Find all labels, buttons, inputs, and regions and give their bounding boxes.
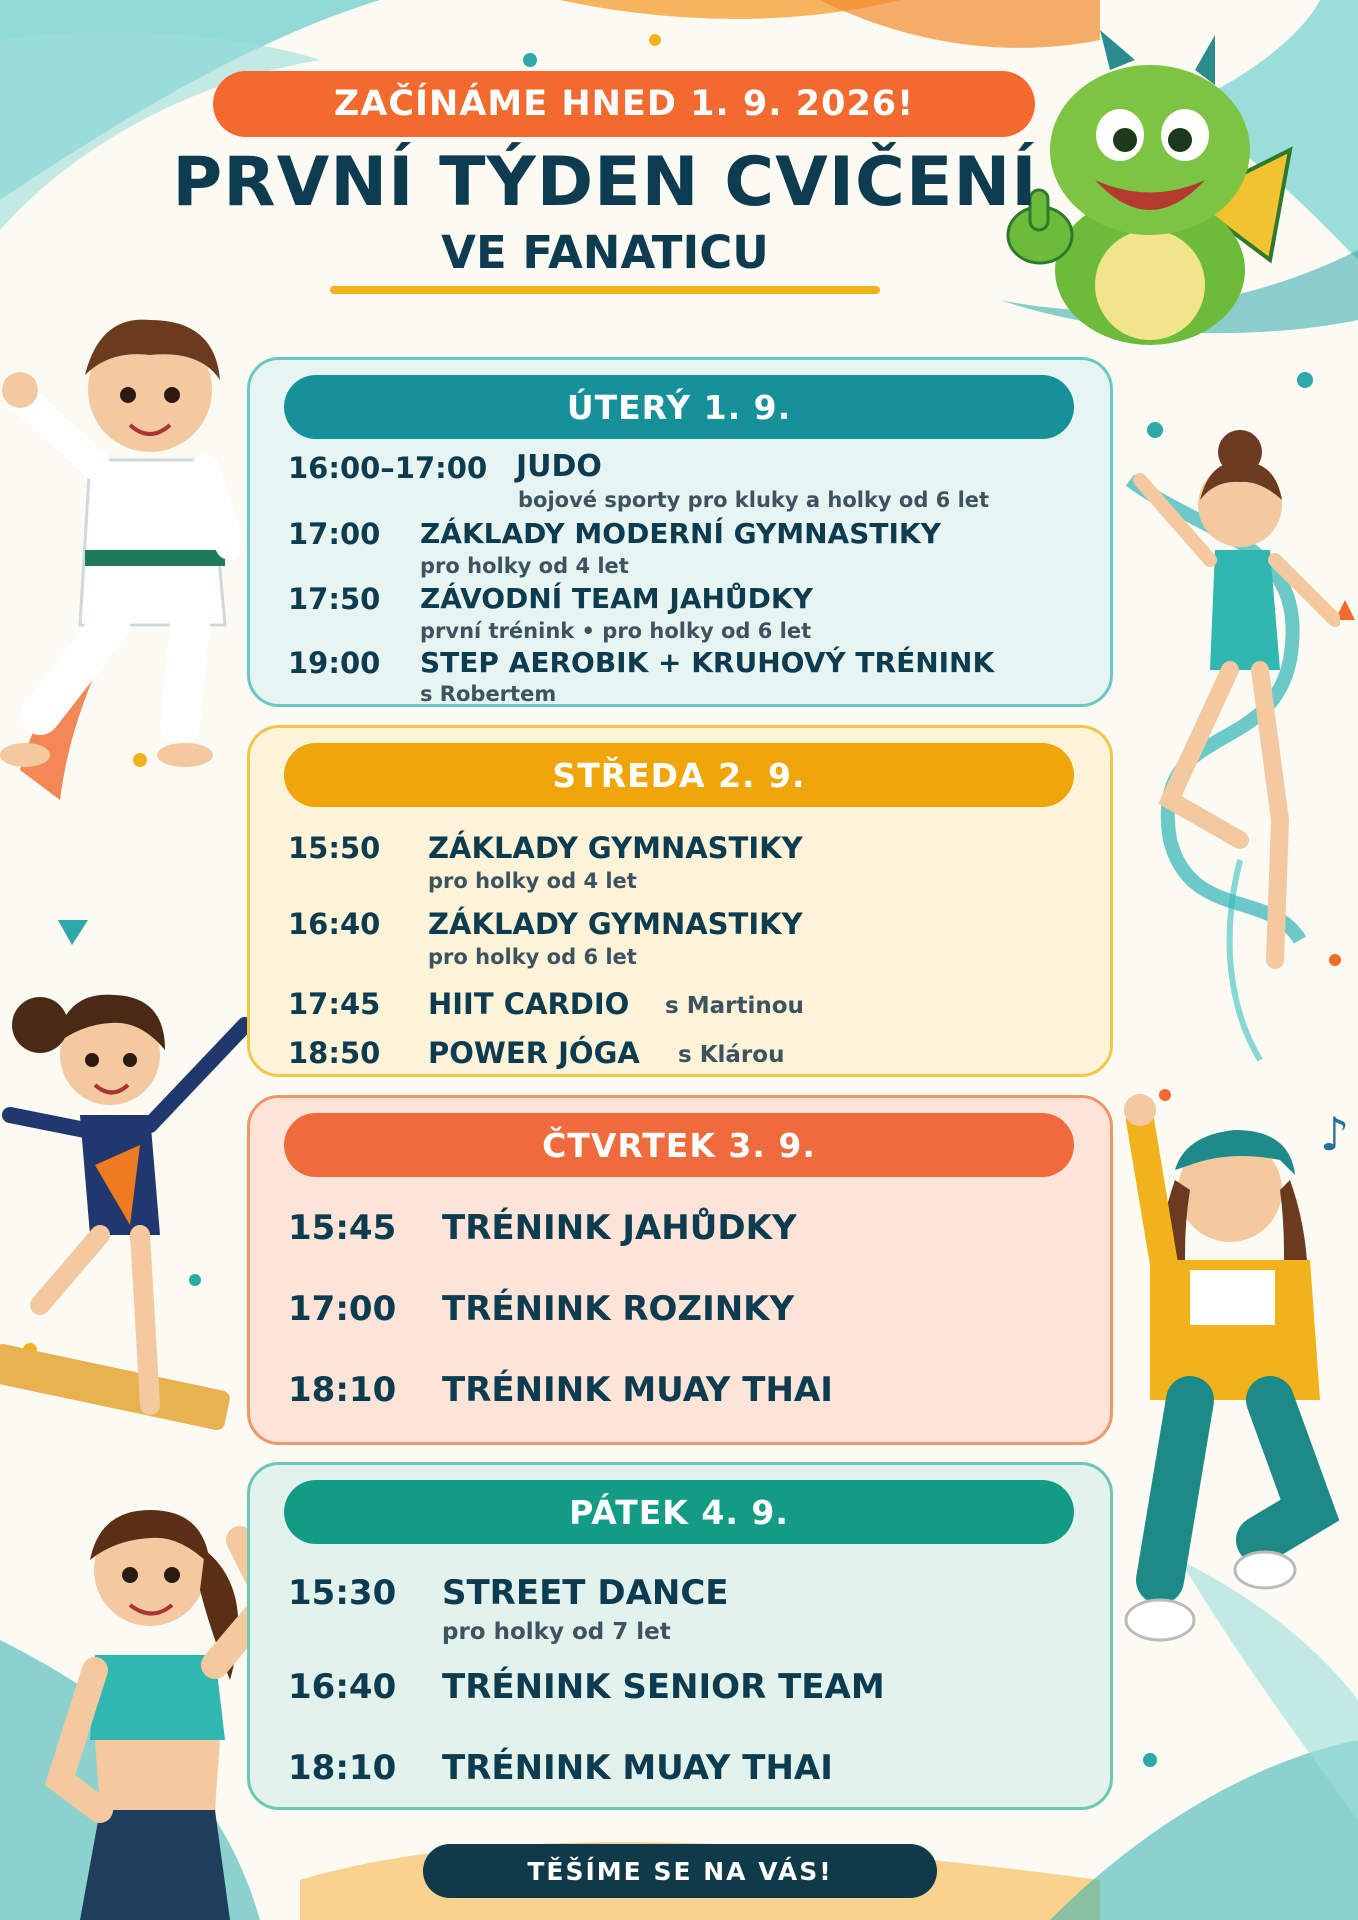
event-time: 17:00 — [288, 517, 381, 551]
event-time: 18:10 — [288, 1370, 397, 1410]
start-date-banner: ZAČÍNÁME HNED 1. 9. 2026! — [213, 71, 1035, 137]
event-time: 18:10 — [288, 1748, 397, 1788]
svg-text:♪: ♪ — [1320, 1107, 1350, 1161]
event-name: STEP AEROBIK + KRUHOVÝ TRÉNINK — [420, 646, 995, 679]
event-note: s Martinou — [665, 993, 804, 1019]
event-note: pro holky od 4 let — [420, 554, 629, 578]
event-time: 16:40 — [288, 907, 381, 941]
day-card-thursday — [247, 1095, 1113, 1445]
event-name: TRÉNINK JAHŮDKY — [442, 1208, 797, 1248]
event-note: s Klárou — [678, 1042, 785, 1068]
gymnast-girl-icon — [0, 965, 260, 1505]
event-note: bojové sporty pro kluky a holky od 6 let — [518, 488, 990, 512]
event-name: JUDO — [516, 449, 602, 484]
event-time: 16:40 — [288, 1667, 397, 1707]
day-header: PÁTEK 4. 9. — [284, 1480, 1074, 1544]
day-header: STŘEDA 2. 9. — [284, 743, 1074, 807]
page-subtitle: VE FANATICU — [441, 226, 769, 279]
day-card-tuesday — [247, 357, 1113, 707]
footer-banner: TĚŠÍME SE NA VÁS! — [423, 1844, 937, 1898]
event-name: ZÁKLADY GYMNASTIKY — [428, 907, 803, 941]
event-note: s Robertem — [420, 682, 557, 706]
event-note: pro holky od 6 let — [428, 945, 637, 969]
event-time: 16:00–17:00 — [288, 451, 488, 485]
page-title: PRVNÍ TÝDEN CVIČENÍ — [172, 143, 1038, 222]
day-card-friday — [247, 1462, 1113, 1810]
event-name: HIIT CARDIO — [428, 987, 630, 1021]
event-note: první trénink • pro holky od 6 let — [420, 619, 812, 643]
event-note: pro holky od 7 let — [442, 1619, 671, 1645]
event-time: 17:45 — [288, 987, 381, 1021]
event-time: 15:50 — [288, 831, 381, 865]
title-underline — [330, 286, 880, 294]
judo-boy-icon — [0, 295, 250, 775]
rhythmic-gymnast-icon — [1090, 420, 1340, 980]
event-name: TRÉNINK SENIOR TEAM — [442, 1667, 885, 1707]
event-note: pro holky od 4 let — [428, 869, 637, 893]
event-name: POWER JÓGA — [428, 1036, 640, 1070]
day-card-wednesday — [247, 725, 1113, 1077]
day-header: ČTVRTEK 3. 9. — [284, 1113, 1074, 1177]
event-time: 19:00 — [288, 646, 381, 680]
street-dancer-icon — [1090, 1080, 1350, 1660]
event-name: TRÉNINK MUAY THAI — [442, 1748, 833, 1788]
event-time: 18:50 — [288, 1036, 381, 1070]
event-name: ZÁKLADY MODERNÍ GYMNASTIKY — [420, 517, 941, 550]
event-name: ZÁKLADY GYMNASTIKY — [428, 831, 803, 865]
event-time: 17:50 — [288, 582, 381, 616]
event-name: TRÉNINK MUAY THAI — [442, 1370, 833, 1410]
event-time: 17:00 — [288, 1289, 397, 1329]
event-time: 15:45 — [288, 1208, 397, 1248]
event-time: 15:30 — [288, 1573, 397, 1613]
event-name: TRÉNINK ROZINKY — [442, 1289, 795, 1329]
event-name: STREET DANCE — [442, 1573, 729, 1613]
day-header: ÚTERÝ 1. 9. — [284, 375, 1074, 439]
event-name: ZÁVODNÍ TEAM JAHŮDKY — [420, 582, 813, 615]
